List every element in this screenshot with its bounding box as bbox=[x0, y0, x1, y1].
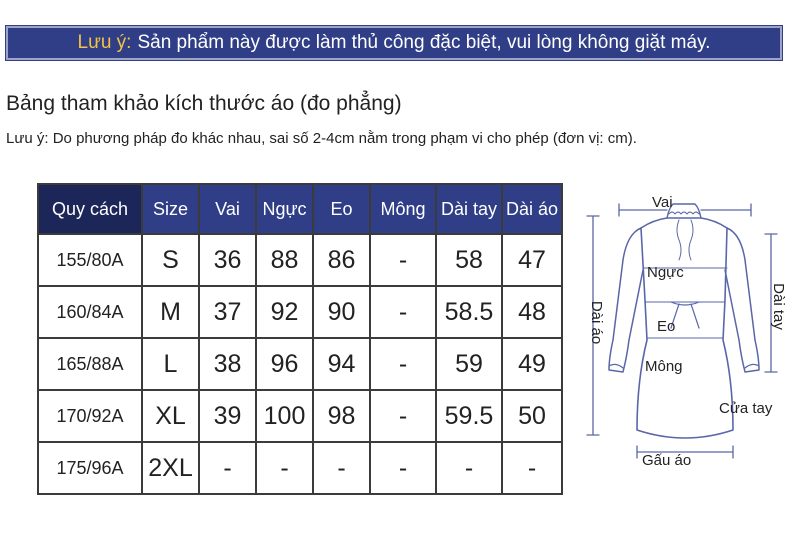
cell-value: 90 bbox=[313, 286, 370, 338]
measurement-note: Lưu ý: Do phương pháp đo khác nhau, sai số 2-4cm nằm trong phạm vi cho phép (đơn vị: cm). bbox=[6, 130, 637, 147]
label-dai-tay: Dài tay bbox=[769, 283, 787, 330]
right-sleeve bbox=[725, 228, 759, 372]
cell-value: 88 bbox=[256, 234, 313, 286]
table-row bbox=[38, 286, 562, 338]
cell-value: 86 bbox=[313, 234, 370, 286]
label-cua-tay: Cửa tay bbox=[719, 400, 773, 417]
label-dai-ao: Dài áo bbox=[588, 300, 606, 345]
cell-size: L bbox=[142, 338, 199, 390]
cell-value: 38 bbox=[199, 338, 256, 390]
header-eo: Eo bbox=[313, 184, 370, 234]
cell-value: 36 bbox=[199, 234, 256, 286]
cell-size: S bbox=[142, 234, 199, 286]
header-quy-cach: Quy cách bbox=[38, 184, 142, 234]
cell-value: - bbox=[370, 338, 436, 390]
cell-value: - bbox=[436, 442, 502, 494]
page-title: Bảng tham khảo kích thước áo (đo phẳng) bbox=[6, 92, 402, 115]
cell-value: 92 bbox=[256, 286, 313, 338]
label-vai: Vai bbox=[652, 194, 673, 211]
cell-value: 50 bbox=[502, 390, 562, 442]
cell-value: 49 bbox=[502, 338, 562, 390]
cuffs bbox=[609, 364, 759, 368]
label-nguc: Ngực bbox=[647, 264, 684, 281]
table-body bbox=[38, 234, 562, 494]
cell-value: 96 bbox=[256, 338, 313, 390]
cell-value: 58 bbox=[436, 234, 502, 286]
cell-value: 98 bbox=[313, 390, 370, 442]
cell-spec: 165/88A bbox=[38, 338, 142, 390]
left-sleeve bbox=[609, 228, 643, 372]
header-dai-ao: Dài áo bbox=[502, 184, 562, 234]
cell-value: - bbox=[370, 390, 436, 442]
cell-value: - bbox=[370, 286, 436, 338]
table-row bbox=[38, 390, 562, 442]
size-chart-table bbox=[37, 183, 563, 495]
cell-value: 59 bbox=[436, 338, 502, 390]
cell-value: - bbox=[256, 442, 313, 494]
cell-spec: 160/84A bbox=[38, 286, 142, 338]
garment-outline bbox=[583, 190, 788, 480]
front-ruffle bbox=[677, 220, 693, 260]
header-mong: Mông bbox=[370, 184, 436, 234]
label-eo: Eo bbox=[657, 318, 676, 335]
cell-size: XL bbox=[142, 390, 199, 442]
cell-spec: 155/80A bbox=[38, 234, 142, 286]
cell-value: 59.5 bbox=[436, 390, 502, 442]
table-row bbox=[38, 234, 562, 286]
notice-banner bbox=[6, 26, 782, 60]
cell-value: 48 bbox=[502, 286, 562, 338]
cell-value: - bbox=[370, 442, 436, 494]
cell-value: 39 bbox=[199, 390, 256, 442]
cell-value: 100 bbox=[256, 390, 313, 442]
cell-spec: 170/92A bbox=[38, 390, 142, 442]
notice-label: Lưu ý: bbox=[77, 32, 132, 53]
cell-value: 94 bbox=[313, 338, 370, 390]
header-nguc: Ngực bbox=[256, 184, 313, 234]
cell-value: 58.5 bbox=[436, 286, 502, 338]
table-header-row bbox=[38, 184, 562, 234]
cell-size: 2XL bbox=[142, 442, 199, 494]
cell-size: M bbox=[142, 286, 199, 338]
cell-value: - bbox=[502, 442, 562, 494]
label-gau-ao: Gấu áo bbox=[642, 452, 692, 469]
cell-value: - bbox=[370, 234, 436, 286]
cell-spec: 175/96A bbox=[38, 442, 142, 494]
cell-value: 37 bbox=[199, 286, 256, 338]
cell-value: - bbox=[313, 442, 370, 494]
header-size: Size bbox=[142, 184, 199, 234]
header-dai-tay: Dài tay bbox=[436, 184, 502, 234]
label-mong: Mông bbox=[645, 358, 683, 375]
collar-ruffle bbox=[669, 212, 699, 214]
shoulder-measure-line bbox=[619, 204, 751, 216]
table-row bbox=[38, 338, 562, 390]
notice-text: Sản phẩm này được làm thủ công đặc biệt, vui lòng không giặt máy. bbox=[137, 32, 711, 53]
garment-diagram bbox=[583, 190, 788, 480]
table-row bbox=[38, 442, 562, 494]
cell-value: - bbox=[199, 442, 256, 494]
cell-value: 47 bbox=[502, 234, 562, 286]
header-vai: Vai bbox=[199, 184, 256, 234]
